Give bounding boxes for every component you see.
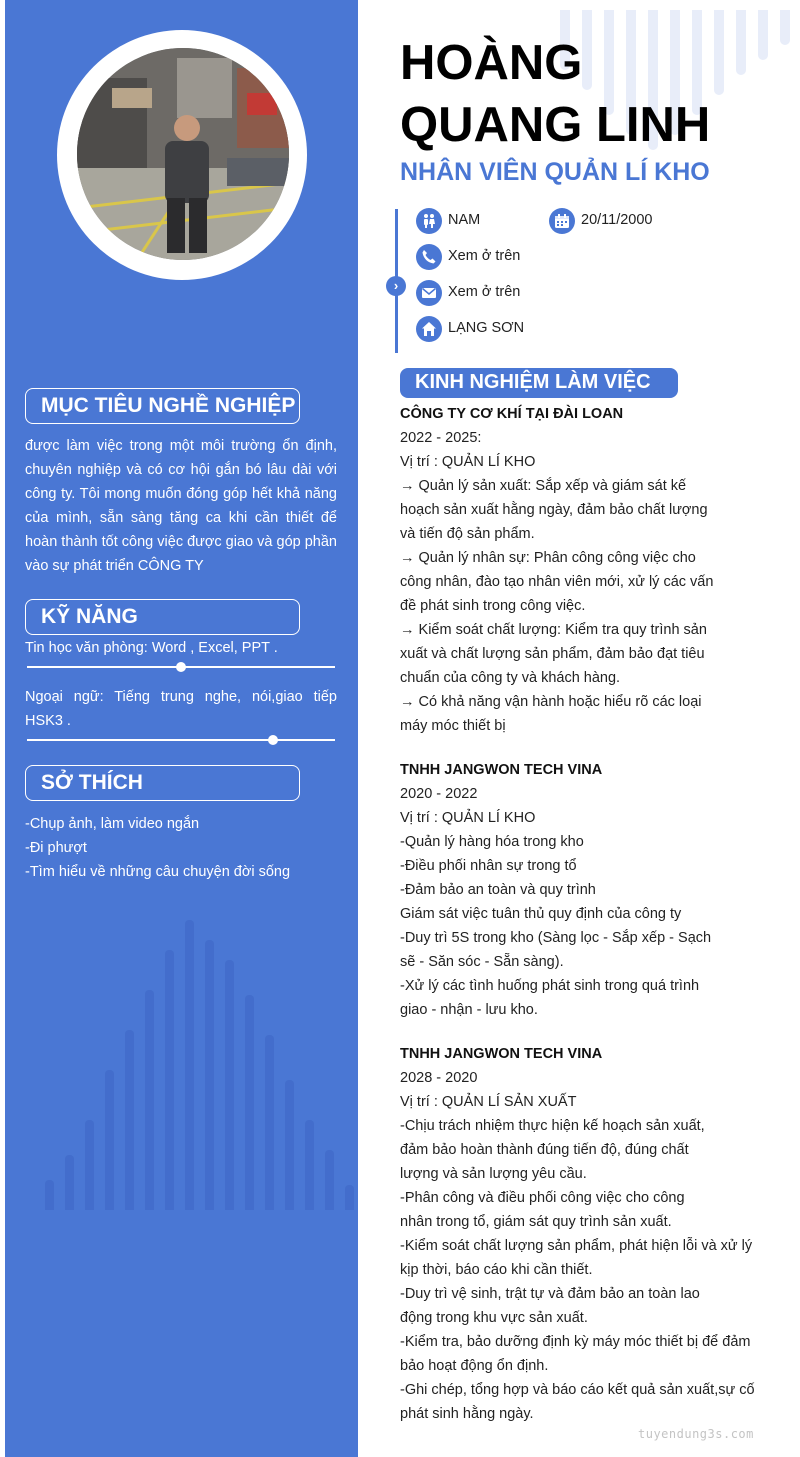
calendar-icon [549, 208, 575, 234]
job-detail-line: -Duy trì vệ sinh, trật tự và đảm bảo an toàn lao [400, 1286, 700, 1302]
job-detail-line: -Duy trì 5S trong kho (Sàng lọc - Sắp xếp - Sạch [400, 930, 712, 946]
job-detail-line: -Kiểm tra, bảo dưỡng định kỳ máy móc thiết bị để đảm [400, 1334, 751, 1350]
birthdate-value: 20/11/2000 [581, 212, 653, 228]
job-detail-line: → Quản lý sản xuất: Sắp xếp và giám sát kế [400, 478, 687, 494]
job-detail-line: máy móc thiết bị [400, 718, 506, 734]
skill-label: Ngoại ngữ: Tiếng trung nghe, nói,giao tiếp HSK3 . [25, 689, 337, 729]
job-detail-line: Giám sát việc tuân thủ quy định của công ty [400, 906, 682, 922]
job-detail-line: Vị trí : QUẢN LÍ KHO [400, 810, 536, 826]
job-detail-line: lượng và sản lượng yêu cầu. [400, 1166, 587, 1182]
name-line-1: HOÀNG [400, 36, 583, 90]
job-detail-line: → Có khả năng vận hành hoặc hiểu rõ các loại [400, 694, 702, 710]
experience-heading [400, 368, 678, 398]
gender-value: NAM [448, 212, 481, 228]
decorative-bars [45, 910, 365, 1210]
job-detail-line: -Quản lý hàng hóa trong kho [400, 834, 584, 850]
left-sidebar [5, 0, 358, 1457]
phone-icon [416, 244, 442, 270]
job-detail-line: công nhân, đào tạo nhân viên mới, xử lý các vấn [400, 574, 714, 590]
job-detail-line: động trong khu vực sản xuất. [400, 1310, 588, 1326]
job-entry [400, 1042, 755, 1426]
hobbies-heading-label: SỞ THÍCH [41, 771, 143, 794]
location-value: LẠNG SƠN [448, 320, 525, 336]
skill-label: Tin học văn phòng: Word , Excel, PPT . [25, 640, 278, 656]
avatar-frame [57, 30, 307, 280]
email-value: Xem ở trên [448, 284, 521, 300]
job-period: 2022 - 2025: [400, 430, 482, 446]
job-detail-line: → Kiểm soát chất lượng: Kiểm tra quy trình sản [400, 622, 707, 638]
skill-bar [27, 739, 335, 741]
skill-bar [27, 666, 335, 668]
phone-value: Xem ở trên [448, 248, 521, 264]
job-detail-line: hoạch sản xuất hằng ngày, đảm bảo chất lượng [400, 502, 708, 518]
name-line-2: QUANG LINH [400, 98, 711, 152]
job-title: NHÂN VIÊN QUẢN LÍ KHO [400, 158, 710, 186]
job-detail-line: và tiến độ sản phẩm. [400, 526, 535, 542]
job-detail-line: sẽ - Săn sóc - Sẵn sàng). [400, 954, 564, 970]
hobby-item: -Tìm hiểu về những câu chuyện đời sống [25, 864, 291, 880]
avatar [77, 48, 289, 260]
job-detail-line: -Chịu trách nhiệm thực hiện kế hoạch sản xuất, [400, 1118, 705, 1134]
job-detail-line: -Điều phối nhân sự trong tổ [400, 858, 577, 874]
skill-bar-marker [176, 662, 186, 672]
experience-heading-label: KINH NGHIỆM LÀM VIỆC [415, 371, 651, 393]
job-detail-line: -Đảm bảo an toàn và quy trình [400, 882, 596, 898]
company-name: TNHH JANGWON TECH VINA [400, 762, 603, 778]
job-detail-line: -Ghi chép, tổng hợp và báo cáo kết quả sản xuất,sự cố [400, 1382, 755, 1398]
skills-heading-label: KỸ NĂNG [41, 605, 138, 628]
job-detail-line: đảm bảo hoàn thành đúng tiến độ, đúng chất [400, 1142, 689, 1158]
skills-heading [25, 599, 300, 635]
job-detail-line: giao - nhận - lưu kho. [400, 1002, 538, 1018]
company-name: CÔNG TY CƠ KHÍ TẠI ĐÀI LOAN [400, 406, 624, 422]
job-detail-line: -Kiểm soát chất lượng sản phẩm, phát hiện lỗi và xử lý [400, 1238, 753, 1254]
job-detail-line: đề phát sinh trong công việc. [400, 598, 586, 614]
job-detail-line: phát sinh hằng ngày. [400, 1406, 534, 1422]
job-detail-line: → Quản lý nhân sự: Phân công công việc cho [400, 550, 696, 566]
hobbies-heading [25, 765, 300, 801]
job-detail-line: Vị trí : QUẢN LÍ KHO [400, 454, 536, 470]
candidate-name [400, 32, 710, 156]
job-entry [400, 758, 711, 1022]
home-icon [416, 316, 442, 342]
job-period: 2028 - 2020 [400, 1070, 478, 1086]
skill-bar-marker [268, 735, 278, 745]
objective-text: được làm việc trong một môi trường ổn định, chuyên nghiệp và có cơ hội gắn bó lâu dài với công ty. Tôi mong muốn đóng góp hết khả năng của mình, sẵn sàng tăng ca khi cần thiết để hoàn thành tốt công việc được giao và góp phần vào sự phát triển CÔNG TY [25, 438, 337, 574]
job-detail-line: kịp thời, báo cáo khi cần thiết. [400, 1262, 593, 1278]
objective-heading [25, 388, 300, 424]
job-detail-line: -Xử lý các tình huống phát sinh trong quá trình [400, 978, 700, 994]
watermark: tuyendung3s.com [638, 1427, 754, 1441]
job-detail-line: xuất và chất lượng sản phẩm, đảm bảo đạt tiêu [400, 646, 705, 662]
email-icon [416, 280, 442, 306]
job-period: 2020 - 2022 [400, 786, 478, 802]
job-detail-line: -Phân công và điều phối công việc cho công [400, 1190, 685, 1206]
job-detail-line: chuẩn của công ty và khách hàng. [400, 670, 621, 686]
job-detail-line: nhân trong tổ, giám sát quy trình sản xuất. [400, 1214, 672, 1230]
job-detail-line: Vị trí : QUẢN LÍ SẢN XUẤT [400, 1094, 577, 1110]
job-detail-line: bảo hoạt động ổn định. [400, 1358, 549, 1374]
chevron-right-icon: › [386, 276, 406, 296]
company-name: TNHH JANGWON TECH VINA [400, 1046, 603, 1062]
objective-heading-label: MỤC TIÊU NGHỀ NGHIỆP [41, 394, 296, 417]
gender-icon [416, 208, 442, 234]
hobby-item: -Chụp ảnh, làm video ngắn [25, 816, 200, 832]
hobby-item: -Đi phượt [25, 840, 87, 856]
job-entry [400, 402, 713, 738]
